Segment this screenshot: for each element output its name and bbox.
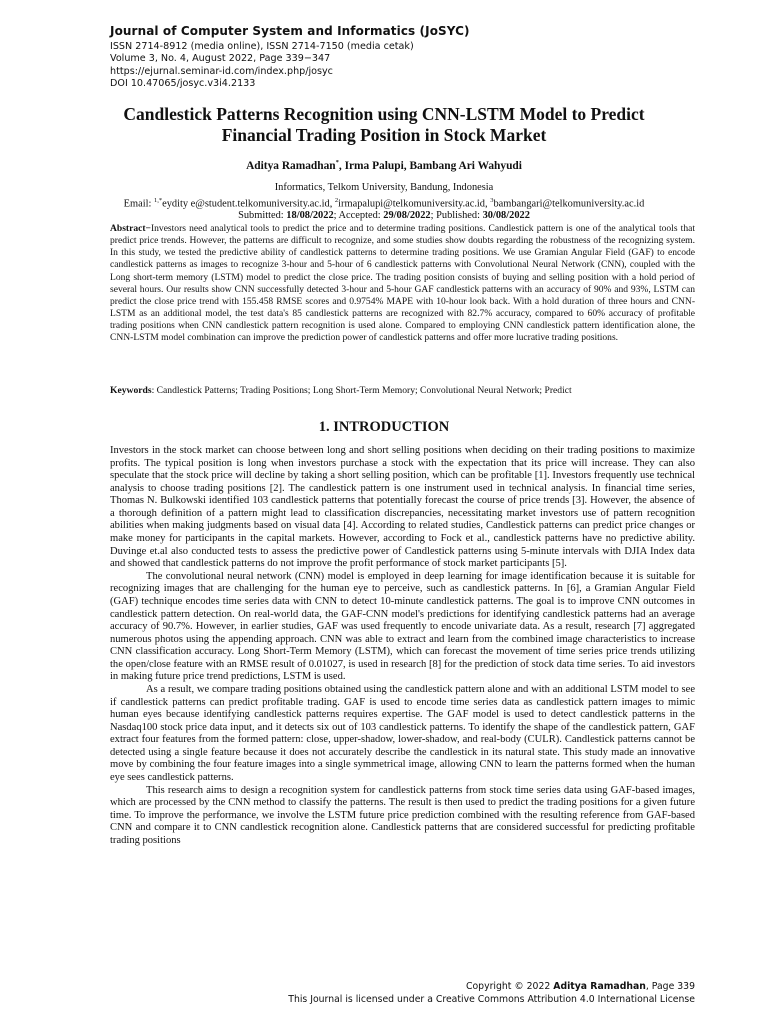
- email-1-mark: 1,*: [153, 196, 163, 204]
- paper-title-line-1: Candlestick Patterns Recognition using CNN-LSTM Model to Predict: [123, 104, 645, 124]
- email-3-mark: 3: [490, 196, 494, 204]
- journal-doi[interactable]: DOI 10.47065/josyc.v3i4.2133: [110, 78, 256, 90]
- journal-name: Journal of Computer System and Informatics (JoSYC): [110, 24, 470, 38]
- author-others: , Irma Palupi, Bambang Ari Wahyudi: [338, 159, 522, 172]
- copyright-prefix: Copyright © 2022: [466, 981, 554, 992]
- email-label: Email:: [123, 197, 154, 209]
- journal-url[interactable]: https://ejurnal.seminar-id.com/index.php/josyc: [110, 65, 333, 77]
- author-primary: Aditya Ramadhan: [246, 159, 336, 172]
- journal-volume: Volume 3, No. 4, August 2022, Page 339−347: [110, 53, 331, 65]
- abstract-text: Investors need analytical tools to predict the price and to determine trading positions. Candlestick pattern is one of the analytical tools that predict price trends. However, the patterns are difficult to recognize, and some studies show doubts regarding the robustness of the recognizing system. In this study, we tested the predictive ability of candlestick patterns to determine trading positions. We use Gramian Angular Field (GAF) to encode candlestick patterns as images to recognize 3-hour and 5-hour of 6 candlestick patterns with Convolutional Neural Network (CNN), coupled with the Long short-term memory (LSTM) model to predict the close price. The trading position consists of buying and selling position with a hold period of several hours. Our results show CNN successfully detected 3-hour and 5-hour GAF candlestick patterns with an accuracy of 90% and 93%, LSTM can predict the close price trend with 155.458 RMSE scores and 0.9754% MAPE with 10-hour look back. With a hold duration of three hours and CNN-LSTM as an additional model, the test data's 85 candlestick patterns are recognized with 82.7% accuracy, compared to 60% accuracy of profitable trading positions when CNN candlestick pattern recognition is used alone. Compared to employing CNN candlestick pattern identification alone, the CNN-LSTM model combination can improve the prediction power of candlestick patterns and offer more lucrative trading positions.: [110, 223, 695, 344]
- email-1[interactable]: eydity e@student.telkomuniversity.ac.id,: [162, 197, 335, 209]
- email-line: [0, 195, 768, 211]
- copyright-author: Aditya Ramadhan: [553, 981, 646, 992]
- email-2[interactable]: irmapalupi@telkomuniversity.ac.id,: [338, 197, 491, 209]
- paper-title: [90, 104, 678, 146]
- accepted-date: 29/08/2022: [383, 210, 431, 222]
- license-line[interactable]: This Journal is licensed under a Creative Commons Attribution 4.0 International License: [288, 994, 695, 1005]
- abstract: [110, 223, 695, 344]
- abstract-label: Abstract−: [110, 223, 151, 234]
- copyright-suffix: , Page 339: [645, 981, 695, 992]
- submitted-date: 18/08/2022: [286, 210, 334, 222]
- page-footer: [288, 980, 695, 1006]
- intro-paragraph-1: Investors in the stock market can choose between long and short selling positions when deciding on their trading positions to maximize profits. The typical position is long when investors purchase a stock with the expectation that its price will increase. They can also speculate that the stock price will decline by taking a short selling position, which can be profitable [1]. Investors frequently use technical analysis to choose trading positions [2]. The candlestick pattern is one instrument used in technical analysis. In financial time series, Thomas N. Bulkowski identified 103 candlestick patterns that potentially forecast the course of price trends [3]. However, the absence of a thorough definition of a pattern might lead to classification discrepancies, necessitating market investors use of pattern recognition abilities when making judgments based on visual data [4]. According to related studies, Candlestick patterns can predict price changes or make money for participants in the capital markets. However, according to Fock et al., candlestick patterns have no predictive ability. Duvinge et.al also conducted tests to assess the predictive power of Candlestick patterns using 5-minute intervals with DJIA Index data and showed that candlestick patterns do not improve the profit performance of stock market participants [5].: [110, 445, 695, 570]
- corresponding-author-mark: *: [335, 159, 339, 166]
- affiliation-block: [0, 182, 768, 223]
- intro-paragraph-4: This research aims to design a recognition system for candlestick patterns from stock time series data using GAF-based images, which are processed by the CNN method to classify the patterns. The result is then used to predict the trading positions for a given future time. To improve the performance, we involve the LSTM future price prediction combined with the resulting reference from GAF-based CNN and compare it to CNN candlestick recognition alone. Candlestick patterns that are considered successful for predicting profitable trading positions: [110, 784, 695, 846]
- intro-paragraph-2: The convolutional neural network (CNN) model is employed in deep learning for image identification because it is suitable for recognizing images that are challenging for the human eye to perceive, such as candlestick patterns. In [6], a Gramian Angular Field (GAF) technique encodes time series data with CNN to detect 10-minute candlestick patterns. The goal is to improve CNN outcomes in candlestick pattern detection. On real-world data, the GAF-CNN model's predictions for identifying candlestick patterns had an average accuracy of 90.7%. However, in earlier studies, GAF was used frequently to encode univariate data. As a result, research [7] aggregated numerous photos using the appending approach. CNN was able to extract and learn from the combined image characteristics to increase CNN classification accuracy. Long Short-Term Memory (LSTM), which can forecast the movement of time series price trends utilizing the open/close feature with an RMSE result of 0.01027, is used in research [8] for the prediction of stock data time series. To aid investors in making future price trend predictions, LSTM is used.: [110, 570, 695, 683]
- email-3[interactable]: bambangari@telkomuniversity.ac.id: [493, 197, 645, 209]
- published-label: ; Published:: [430, 210, 483, 222]
- introduction-body: [110, 445, 695, 848]
- published-date: 30/08/2022: [482, 210, 530, 222]
- section-heading: 1. INTRODUCTION: [318, 419, 450, 435]
- keywords-label: Keywords: [110, 385, 152, 396]
- copyright-line: [288, 980, 695, 993]
- submission-dates: [0, 210, 768, 223]
- intro-paragraph-3: As a result, we compare trading positions obtained using the candlestick pattern alone and with an additional LSTM model to see if candlestick patterns can predict profitable trading. GAF is used to encode time series data as candlestick pattern images to mimic human eyes because identifying candlestick patterns requires expertise. The GAF model is used to detect candlestick patterns in the Nasdaq100 stock price data input, and it detects six out of 103 candlestick patterns. To identify the shape of the candlestick pattern, GAF extract four features from the formed pattern: close, upper-shadow, lower-shadow, and real-body (CULR). Candlestick patterns cannot be detected using a single feature because it does not accurately describe the candlestick in its natural state. This study made an innovative move by combining the four feature images into a single symmetrical image, allowing CNN to learn the patterns formed when the human eye sees candlestick patterns.: [110, 683, 695, 784]
- submitted-label: Submitted:: [238, 210, 287, 222]
- accepted-label: ; Accepted:: [333, 210, 384, 222]
- paper-title-line-2: Financial Trading Position in Stock Market: [221, 125, 547, 145]
- author-list: [0, 159, 768, 172]
- email-2-mark: 2: [334, 196, 339, 204]
- journal-issn: ISSN 2714-8912 (media online), ISSN 2714-7150 (media cetak): [110, 41, 414, 52]
- keywords-text: : Candlestick Patterns; Trading Positions; Long Short-Term Memory; Convolutional Neural Network; Predict: [151, 385, 572, 396]
- keywords: [110, 385, 695, 396]
- affiliation: Informatics, Telkom University, Bandung, Indonesia: [274, 182, 494, 193]
- journal-header: [110, 24, 470, 91]
